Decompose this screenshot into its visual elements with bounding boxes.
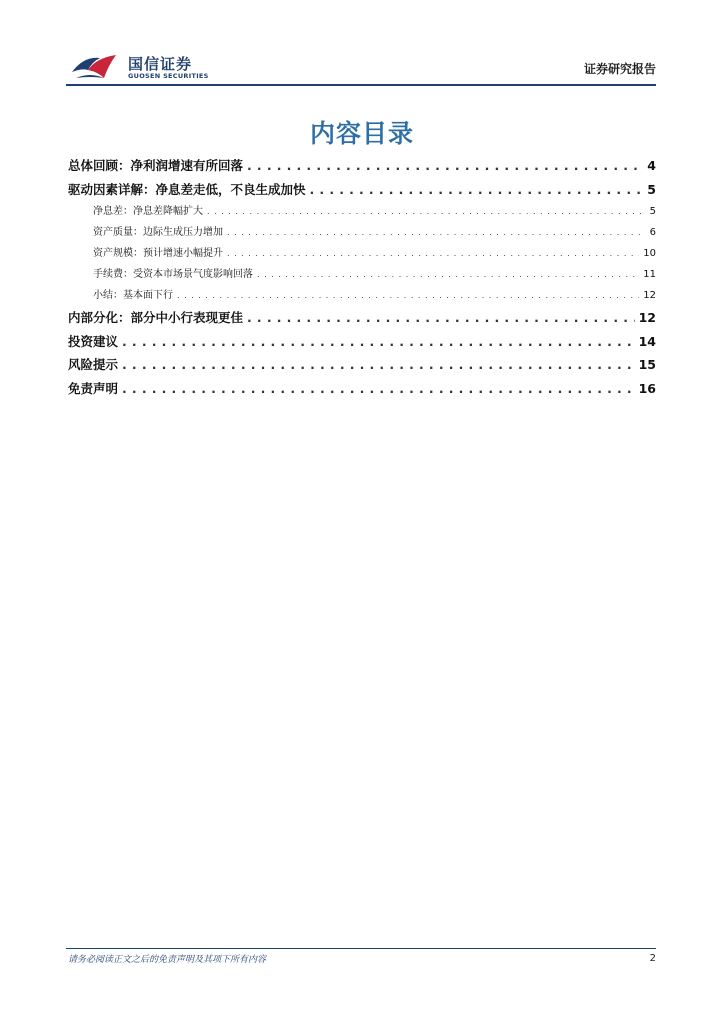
toc-entry-page: 6: [649, 227, 656, 238]
toc-entry[interactable]: [68, 178, 656, 202]
toc-subentry[interactable]: [68, 264, 656, 285]
toc-leader-dots: [207, 201, 646, 222]
toc-entry-page: 11: [643, 269, 656, 280]
guosen-logo-icon: [70, 52, 120, 82]
toc-entry-page: 14: [638, 333, 656, 349]
toc-entry-page: 16: [638, 380, 656, 396]
page-header: [66, 50, 656, 86]
toc-leader-dots: [310, 178, 644, 202]
toc-entry-page: 10: [643, 248, 656, 259]
toc-leader-dots: [122, 353, 635, 377]
table-of-contents: [68, 154, 656, 400]
toc-leader-dots: [122, 377, 635, 401]
toc-subentry[interactable]: [68, 243, 656, 264]
toc-entry[interactable]: [68, 353, 656, 377]
toc-leader-dots: [122, 330, 635, 354]
toc-entry-label: 免责声明: [68, 380, 119, 396]
toc-leader-dots: [227, 243, 639, 264]
toc-entry-page: 5: [647, 181, 656, 197]
toc-leader-dots: [227, 222, 646, 243]
toc-entry-label: 总体回顾：净利润增速有所回落: [68, 158, 244, 173]
toc-entry-label: 手续费：受资本市场景气度影响回落: [93, 269, 253, 280]
toc-entry-page: 4: [647, 158, 656, 173]
toc-entry-page: 12: [638, 310, 656, 325]
toc-title: 内容目录: [309, 119, 414, 148]
toc-subentry[interactable]: [68, 222, 656, 243]
toc-entry-page: 5: [649, 206, 656, 217]
disclaimer-note: 请务必阅读正文之后的免责声明及其项下所有内容: [68, 955, 267, 965]
toc-entry-label: 内部分化：部分中小行表现更佳: [68, 310, 244, 325]
toc-subentry[interactable]: [68, 285, 656, 306]
toc-leader-dots: [247, 154, 643, 178]
toc-entry-label: 投资建议: [68, 333, 119, 349]
header-divider: [66, 84, 656, 86]
toc-entry[interactable]: [68, 377, 656, 401]
toc-entry-label: 资产质量：边际生成压力增加: [93, 227, 223, 238]
footer-divider: [66, 948, 656, 949]
toc-entry[interactable]: [68, 154, 656, 178]
toc-entry-label: 风险提示: [68, 357, 119, 372]
brand-name-cn: 国信证券: [128, 55, 193, 73]
toc-entry[interactable]: [68, 330, 656, 354]
toc-entry[interactable]: [68, 306, 656, 330]
toc-entry-label: 资产规模：预计增速小幅提升: [93, 248, 223, 259]
report-type-label: 证券研究报告: [583, 62, 656, 76]
toc-entry-label: 小结：基本面下行: [93, 290, 173, 301]
brand-name-en: GUOSEN SECURITIES: [128, 72, 209, 80]
toc-leader-dots: [247, 306, 635, 330]
toc-entry-page: 12: [643, 290, 656, 301]
toc-subentry[interactable]: [68, 201, 656, 222]
toc-leader-dots: [257, 264, 639, 285]
toc-entry-label: 净息差：净息差降幅扩大: [93, 206, 203, 217]
page-number: 2: [649, 953, 656, 964]
toc-entry-label: 驱动因素详解：净息差走低，不良生成加快: [68, 181, 306, 197]
toc-entry-page: 15: [638, 357, 656, 372]
toc-leader-dots: [177, 285, 639, 306]
